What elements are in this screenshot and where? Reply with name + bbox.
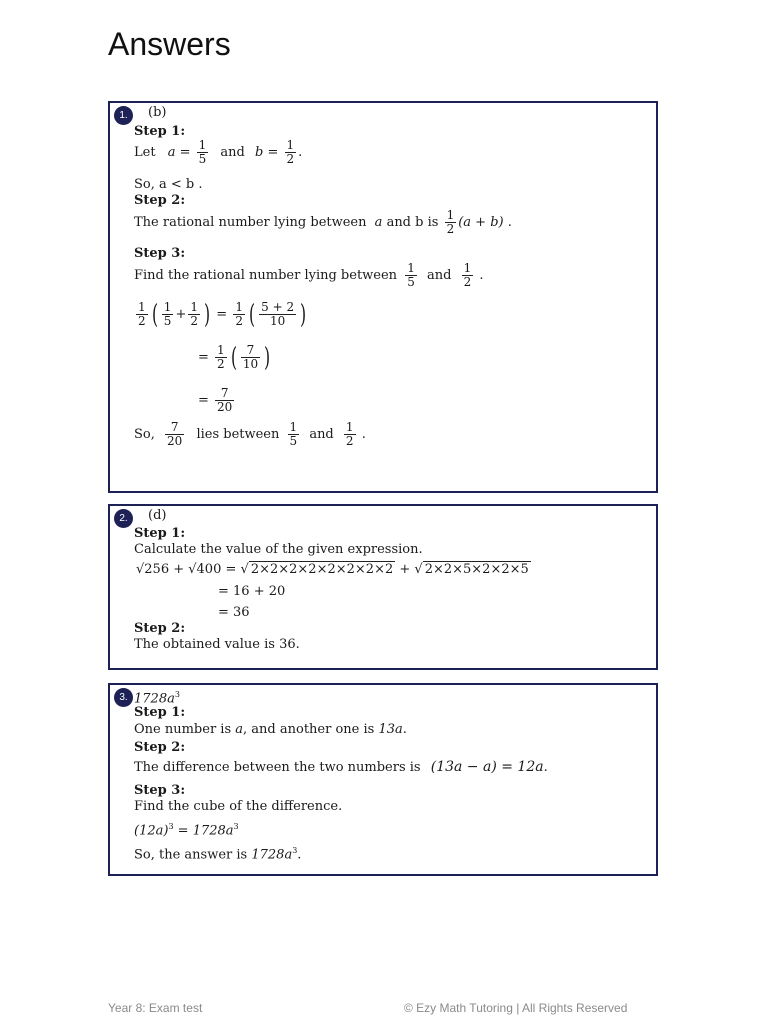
- answer-box-1: [108, 101, 658, 493]
- conclusion-line: So, the answer is $1728a^3$.: [134, 846, 302, 863]
- step3-text: Find the cube of the difference.: [134, 799, 343, 814]
- step2-text: The difference between the two numbers is (13a − a) = 12a.: [134, 759, 548, 775]
- equation-line-2: = 16 + 20: [218, 584, 286, 599]
- step3-text: Find the rational number lying between $\frac{1}{5}$ and $\frac{1}{2}$ .: [134, 261, 484, 289]
- footer-right: © Ezy Math Tutoring | All Rights Reserved: [404, 1001, 628, 1015]
- step-label: Step 1:: [134, 526, 186, 541]
- answer-choice: (b): [148, 105, 167, 120]
- question-number-badge: 2.: [114, 509, 133, 528]
- answer-box-3: [108, 683, 658, 876]
- step1-text: One number is a, and another one is 13a.: [134, 722, 407, 737]
- answer-box-2: [108, 504, 658, 670]
- answer-value: $1728a^3$: [134, 690, 180, 707]
- step2-text: The obtained value is 36.: [134, 637, 300, 652]
- let-line: Let a = $\frac{1}{5}$ and b = $\frac{1}{2}$ .: [134, 138, 303, 166]
- step-label: Step 1:: [134, 705, 186, 720]
- equation-line-1: √256 + √400 = √ 2×2×2×2×2×2×2×2 + √ 2×2×5×2×2×5: [136, 562, 529, 577]
- step-label: Step 1:: [134, 124, 186, 139]
- step-label: Step 2:: [134, 621, 186, 636]
- equation-line-2: = $\frac{1}{2}$ ( $\frac{7}{10}$ ): [198, 342, 271, 373]
- equation-line-1: $\frac{1}{2}$ ( $\frac{1}{5}$ + $\frac{1}{2}$ ) = $\frac{1}{2}$ ( $\frac{5 + 2}{10}$ ): [138, 299, 307, 330]
- step-label: Step 3:: [134, 246, 186, 261]
- cube-equation: $(12a)^3 = 1728a^3$: [134, 822, 239, 839]
- question-number-badge: 3.: [114, 688, 133, 707]
- step2-text: The rational number lying between a and b is $\frac{1}{2}$ (a + b) .: [134, 208, 512, 236]
- step-label: Step 2:: [134, 740, 186, 755]
- step-label: Step 2:: [134, 193, 186, 208]
- step1-text: Calculate the value of the given expression.: [134, 542, 423, 557]
- equation-line-3: = $\frac{7}{20}$: [198, 386, 233, 414]
- equation-line-3: = 36: [218, 605, 250, 620]
- footer-left: Year 8: Exam test: [108, 1001, 203, 1015]
- page-title: Answers: [108, 26, 231, 62]
- answer-choice: (d): [148, 508, 167, 523]
- conclusion-line: So, $\frac{7}{20}$ lies between $\frac{1}{5}$ and $\frac{1}{2}$ .: [134, 420, 366, 448]
- step-label: Step 3:: [134, 783, 186, 798]
- question-number-badge: 1.: [114, 106, 133, 125]
- so-line: So, a < b .: [134, 177, 203, 192]
